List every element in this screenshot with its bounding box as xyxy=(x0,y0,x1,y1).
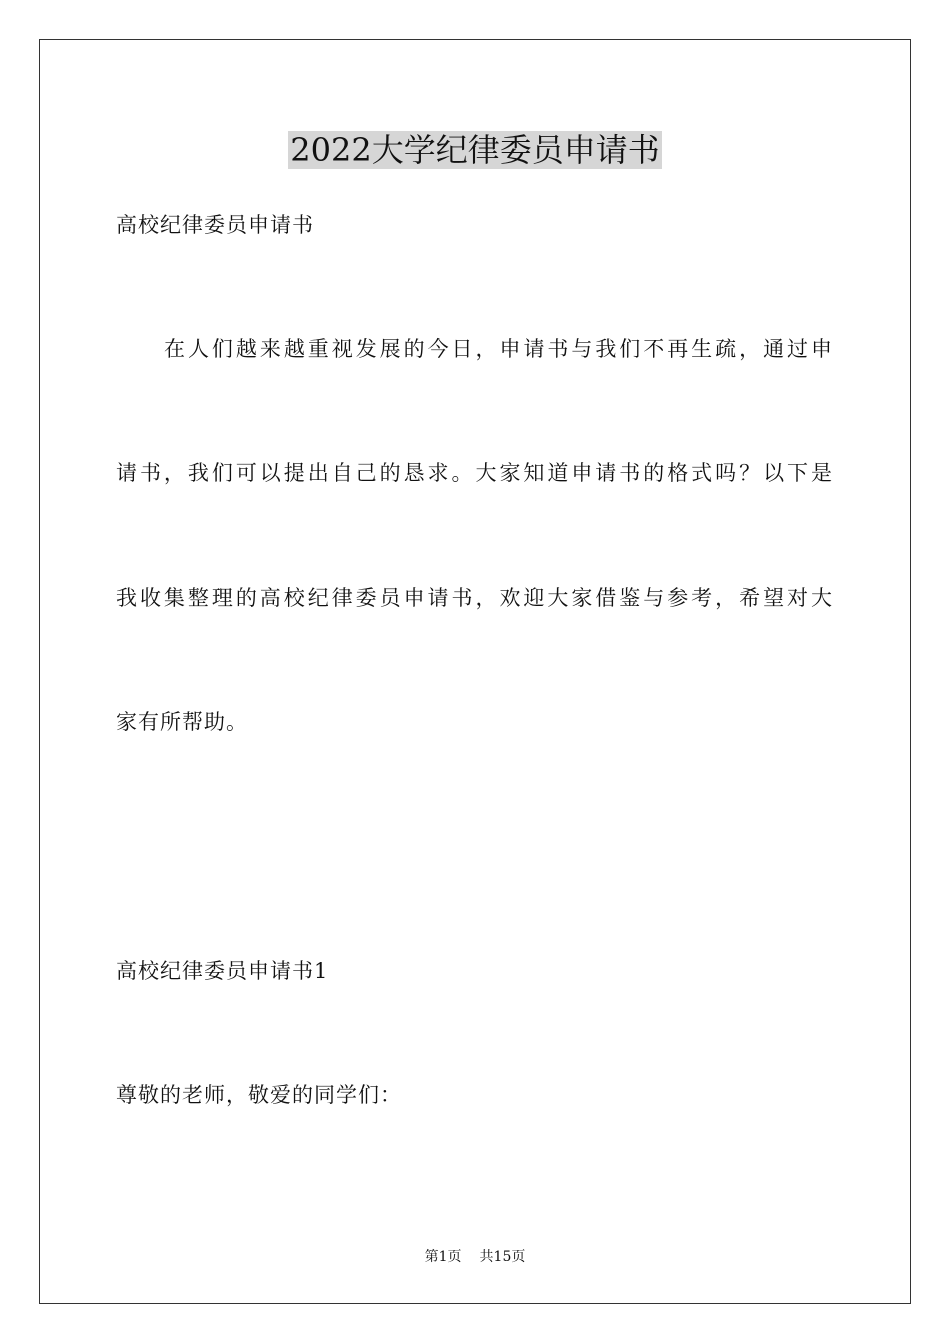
page-total: 共15页 xyxy=(479,1249,526,1265)
intro-line-3: 我收集整理的高校纪律委员申请书，欢迎大家借鉴与参考，希望对大 xyxy=(116,586,832,610)
document-title xyxy=(0,128,950,172)
intro-line-1: 在人们越来越重视发展的今日，申请书与我们不再生疏，通过申 xyxy=(164,337,832,361)
page-footer xyxy=(0,1248,950,1266)
document-subtitle: 高校纪律委员申请书 xyxy=(116,213,314,237)
page-number: 第1页 xyxy=(424,1249,462,1265)
intro-line-2: 请书，我们可以提出自己的恳求。大家知道申请书的格式吗？以下是 xyxy=(116,461,832,485)
document-title-text: 2022大学纪律委员申请书 xyxy=(290,131,660,169)
salutation: 尊敬的老师，敬爱的同学们： xyxy=(116,1083,402,1107)
section-heading: 高校纪律委员申请书1 xyxy=(116,959,329,983)
intro-line-4: 家有所帮助。 xyxy=(116,710,248,734)
